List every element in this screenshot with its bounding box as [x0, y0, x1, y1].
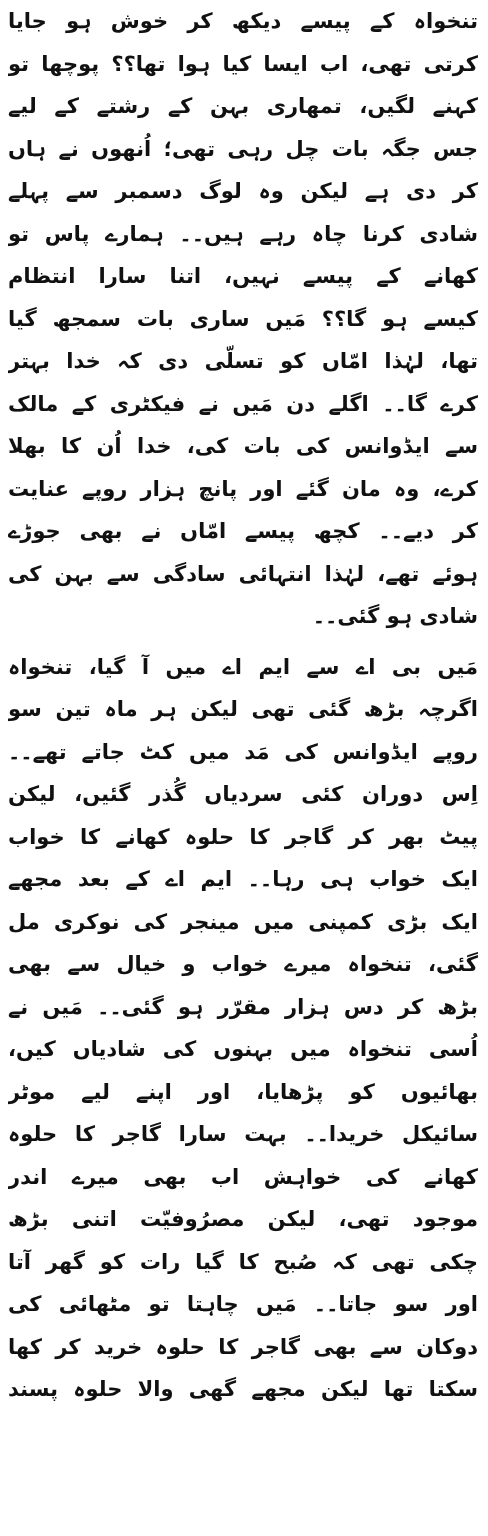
text-line: جس جگہ بات چل رہی تھی؛ اُنھوں نے ہاں: [8, 136, 478, 161]
text-line: شادی ہو گئی۔۔: [312, 604, 478, 628]
text-line: سے ایڈوانس کی بات کی، خدا اُن کا بھلا: [8, 434, 478, 458]
text-line: اگرچہ بڑھ گئی تھی لیکن ہر ماہ تین سو: [8, 697, 478, 721]
text-line: کھانے کی خواہش اب بھی میرے اندر: [8, 1164, 478, 1189]
text-line: سائیکل خریدا۔۔ بہت سارا گاجر کا حلوہ: [8, 1122, 478, 1146]
text-line: شادی کرنا چاہ رہے ہیں۔۔ ہمارے پاس تو: [8, 221, 478, 246]
text-line: چکی تھی کہ صُبح کا گیا رات کو گھر آتا: [8, 1249, 478, 1274]
text-line: ایک بڑی کمپنی میں مینجر کی نوکری مل: [8, 909, 478, 934]
text-line: ہوئے تھے، لہٰذا انتہائی سادگی سے بہن کی: [8, 561, 478, 586]
text-line: کیسے ہو گا؟؟ مَیں ساری بات سمجھ گیا: [8, 306, 478, 331]
text-line: کرتی تھی، اب ایسا کیا ہوا تھا؟؟ پوچھا تو: [8, 51, 478, 76]
text-line: کرے، وہ مان گئے اور پانچ ہزار روپے عنایت: [8, 476, 478, 501]
text-line: کر دیے۔۔ کچھ پیسے امّاں نے بھی جوڑے: [8, 519, 478, 543]
text-line: کرے گا۔۔ اگلے دن مَیں نے فیکٹری کے مالک: [8, 391, 478, 416]
text-line: گئی، تنخواہ میرے خواب و خیال سے بھی: [8, 952, 478, 976]
text-line: بھائیوں کو پڑھایا، اور اپنے لیے موٹر: [8, 1079, 478, 1104]
text-line: اُسی تنخواہ میں بہنوں کی شادیاں کیں،: [8, 1037, 478, 1061]
text-line: روپے ایڈوانس کی مَد میں کٹ جاتے تھے۔۔: [8, 739, 478, 764]
text-line: دوکان سے بھی گاجر کا حلوہ خرید کر کھا: [8, 1334, 478, 1359]
text-line: اور سو جاتا۔۔ مَیں چاہتا تو مٹھائی کی: [8, 1292, 478, 1316]
text-line: موجود تھی، لیکن مصرُوفیّت اتنی بڑھ: [8, 1207, 478, 1231]
paragraph-2: [8, 646, 478, 1411]
text-line: پیٹ بھر کر گاجر کا حلوہ کھانے کا خواب: [8, 824, 478, 849]
paragraph-1: [8, 0, 478, 638]
text-line: بڑھ کر دس ہزار مقرّر ہو گئی۔۔ مَیں نے: [8, 994, 478, 1019]
text-line: تنخواہ کے پیسے دیکھ کر خوش ہو جایا: [8, 9, 478, 33]
text-line: کہنے لگیں، تمھاری بہن کے رشتے کے لیے: [8, 94, 478, 118]
text-line: سکتا تھا لیکن مجھے گھی والا حلوہ پسند: [8, 1377, 478, 1401]
text-line: اِس دوران کئی سردیاں گُذر گئیں، لیکن: [8, 782, 478, 806]
paragraph-spacer: [8, 638, 478, 646]
text-line: ایک خواب ہی رہا۔۔ ایم اے کے بعد مجھے: [8, 867, 478, 891]
text-line: تھا، لہٰذا امّاں کو تسلّی دی کہ خدا بہتر: [8, 349, 478, 373]
text-line: کھانے کے پیسے نہیں، اتنا سارا انتظام: [8, 264, 478, 288]
text-line: مَیں بی اے سے ایم اے میں آ گیا، تنخواہ: [8, 654, 478, 679]
text-line: کر دی ہے لیکن وہ لوگ دسمبر سے پہلے: [8, 179, 478, 203]
